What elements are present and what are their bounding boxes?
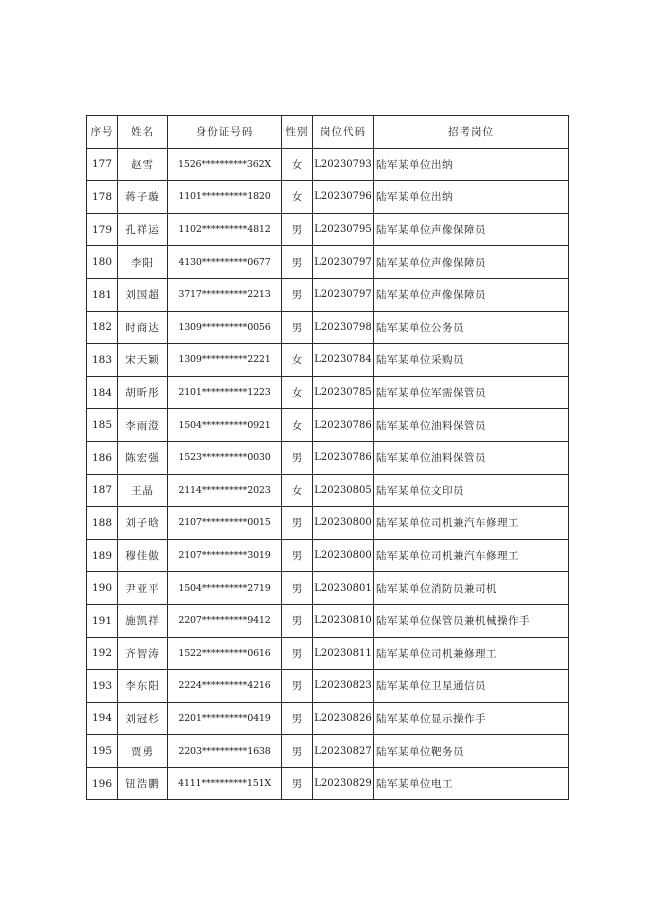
cell-serial-number: 177 [87, 148, 118, 181]
cell-post-title: 陆军某单位声像保障员 [374, 278, 569, 311]
cell-post-title: 陆军某单位司机兼修理工 [374, 637, 569, 670]
cell-serial-number: 190 [87, 572, 118, 605]
cell-name: 李雨澄 [118, 409, 168, 442]
cell-post-code: L20230823 [313, 670, 374, 703]
cell-post-code: L20230786 [313, 409, 374, 442]
cell-name: 穆佳傲 [118, 539, 168, 572]
cell-post-code: L20230805 [313, 474, 374, 507]
cell-gender: 男 [282, 735, 313, 768]
cell-name: 李阳 [118, 246, 168, 279]
table-row [87, 702, 569, 735]
cell-gender: 男 [282, 670, 313, 703]
cell-gender: 男 [282, 604, 313, 637]
cell-name: 孔祥运 [118, 213, 168, 246]
cell-name: 宋天颖 [118, 344, 168, 377]
cell-post-code: L20230786 [313, 441, 374, 474]
cell-post-title: 陆军某单位司机兼汽车修理工 [374, 507, 569, 540]
cell-serial-number: 191 [87, 604, 118, 637]
cell-gender: 男 [282, 572, 313, 605]
cell-serial-number: 184 [87, 376, 118, 409]
cell-serial-number: 185 [87, 409, 118, 442]
table-row [87, 246, 569, 279]
cell-gender: 男 [282, 767, 313, 800]
cell-id-number: 2101**********1223 [168, 376, 282, 409]
cell-id-number: 2114**********2023 [168, 474, 282, 507]
cell-post-code: L20230785 [313, 376, 374, 409]
table-row [87, 539, 569, 572]
cell-post-code: L20230797 [313, 246, 374, 279]
cell-serial-number: 178 [87, 181, 118, 214]
cell-post-title: 陆军某单位文印员 [374, 474, 569, 507]
cell-serial-number: 196 [87, 767, 118, 800]
table-row [87, 311, 569, 344]
table-row [87, 441, 569, 474]
cell-gender: 女 [282, 474, 313, 507]
cell-serial-number: 181 [87, 278, 118, 311]
cell-post-title: 陆军某单位卫星通信员 [374, 670, 569, 703]
table-row [87, 670, 569, 703]
cell-gender: 男 [282, 311, 313, 344]
cell-serial-number: 186 [87, 441, 118, 474]
table-row [87, 344, 569, 377]
cell-name: 齐智涛 [118, 637, 168, 670]
cell-post-title: 陆军某单位声像保障员 [374, 246, 569, 279]
cell-post-title: 陆军某单位靶务员 [374, 735, 569, 768]
cell-serial-number: 189 [87, 539, 118, 572]
header-post-title: 招考岗位 [374, 116, 569, 149]
cell-name: 贾勇 [118, 735, 168, 768]
cell-id-number: 1309**********0056 [168, 311, 282, 344]
cell-gender: 男 [282, 278, 313, 311]
cell-id-number: 1102**********4812 [168, 213, 282, 246]
cell-id-number: 1523**********0030 [168, 441, 282, 474]
cell-post-code: L20230795 [313, 213, 374, 246]
cell-name: 刘国超 [118, 278, 168, 311]
cell-serial-number: 188 [87, 507, 118, 540]
cell-gender: 女 [282, 344, 313, 377]
table-row [87, 767, 569, 800]
cell-gender: 男 [282, 507, 313, 540]
cell-gender: 男 [282, 441, 313, 474]
header-id-number: 身份证号码 [168, 116, 282, 149]
cell-name: 刘冠杉 [118, 702, 168, 735]
cell-serial-number: 180 [87, 246, 118, 279]
cell-name: 尹亚平 [118, 572, 168, 605]
cell-gender: 女 [282, 148, 313, 181]
cell-gender: 男 [282, 213, 313, 246]
cell-name: 胡昕彤 [118, 376, 168, 409]
cell-gender: 男 [282, 246, 313, 279]
table-row [87, 604, 569, 637]
cell-name: 时商达 [118, 311, 168, 344]
table-row [87, 572, 569, 605]
table-row [87, 148, 569, 181]
cell-gender: 男 [282, 637, 313, 670]
cell-name: 施凯祥 [118, 604, 168, 637]
cell-post-code: L20230826 [313, 702, 374, 735]
cell-post-code: L20230784 [313, 344, 374, 377]
table-header-row [87, 116, 569, 149]
header-post-code: 岗位代码 [313, 116, 374, 149]
cell-serial-number: 194 [87, 702, 118, 735]
cell-id-number: 2207**********9412 [168, 604, 282, 637]
cell-id-number: 1504**********2719 [168, 572, 282, 605]
cell-post-title: 陆军某单位油料保管员 [374, 409, 569, 442]
cell-post-code: L20230800 [313, 539, 374, 572]
cell-serial-number: 182 [87, 311, 118, 344]
header-gender: 性别 [282, 116, 313, 149]
cell-name: 刘子晗 [118, 507, 168, 540]
cell-name: 钮浩鹏 [118, 767, 168, 800]
table-row [87, 409, 569, 442]
cell-post-title: 陆军某单位电工 [374, 767, 569, 800]
table-row [87, 213, 569, 246]
cell-id-number: 2224**********4216 [168, 670, 282, 703]
cell-post-title: 陆军某单位消防员兼司机 [374, 572, 569, 605]
cell-post-title: 陆军某单位保管员兼机械操作手 [374, 604, 569, 637]
table-row [87, 735, 569, 768]
candidate-table [86, 115, 569, 800]
cell-serial-number: 183 [87, 344, 118, 377]
cell-gender: 女 [282, 376, 313, 409]
cell-serial-number: 192 [87, 637, 118, 670]
cell-post-title: 陆军某单位出纳 [374, 181, 569, 214]
cell-post-title: 陆军某单位显示操作手 [374, 702, 569, 735]
cell-name: 李东阳 [118, 670, 168, 703]
cell-id-number: 1522**********0616 [168, 637, 282, 670]
cell-id-number: 2107**********0015 [168, 507, 282, 540]
cell-post-title: 陆军某单位采购员 [374, 344, 569, 377]
cell-id-number: 3717**********2213 [168, 278, 282, 311]
cell-post-title: 陆军某单位出纳 [374, 148, 569, 181]
cell-serial-number: 187 [87, 474, 118, 507]
cell-post-code: L20230801 [313, 572, 374, 605]
cell-post-title: 陆军某单位军需保管员 [374, 376, 569, 409]
cell-name: 王晶 [118, 474, 168, 507]
cell-post-code: L20230797 [313, 278, 374, 311]
cell-post-title: 陆军某单位声像保障员 [374, 213, 569, 246]
cell-serial-number: 179 [87, 213, 118, 246]
cell-post-code: L20230811 [313, 637, 374, 670]
cell-id-number: 2107**********3019 [168, 539, 282, 572]
table-row [87, 278, 569, 311]
cell-id-number: 4111**********151X [168, 767, 282, 800]
cell-serial-number: 193 [87, 670, 118, 703]
table-row [87, 637, 569, 670]
cell-id-number: 2201**********0419 [168, 702, 282, 735]
cell-post-code: L20230810 [313, 604, 374, 637]
cell-gender: 女 [282, 409, 313, 442]
cell-id-number: 2203**********1638 [168, 735, 282, 768]
table-row [87, 507, 569, 540]
cell-id-number: 4130**********0677 [168, 246, 282, 279]
cell-gender: 女 [282, 181, 313, 214]
table-row [87, 376, 569, 409]
header-serial-number: 序号 [87, 116, 118, 149]
cell-serial-number: 195 [87, 735, 118, 768]
cell-gender: 男 [282, 539, 313, 572]
cell-gender: 男 [282, 702, 313, 735]
cell-post-title: 陆军某单位司机兼汽车修理工 [374, 539, 569, 572]
cell-name: 蒋子璇 [118, 181, 168, 214]
cell-post-title: 陆军某单位油料保管员 [374, 441, 569, 474]
cell-name: 陈宏强 [118, 441, 168, 474]
table-row [87, 181, 569, 214]
cell-post-code: L20230827 [313, 735, 374, 768]
table-row [87, 474, 569, 507]
cell-id-number: 1309**********2221 [168, 344, 282, 377]
cell-name: 赵雪 [118, 148, 168, 181]
header-name: 姓名 [118, 116, 168, 149]
cell-post-code: L20230793 [313, 148, 374, 181]
cell-post-title: 陆军某单位公务员 [374, 311, 569, 344]
cell-post-code: L20230800 [313, 507, 374, 540]
cell-id-number: 1526**********362X [168, 148, 282, 181]
cell-id-number: 1101**********1820 [168, 181, 282, 214]
cell-post-code: L20230829 [313, 767, 374, 800]
cell-post-code: L20230798 [313, 311, 374, 344]
cell-post-code: L20230796 [313, 181, 374, 214]
cell-id-number: 1504**********0921 [168, 409, 282, 442]
